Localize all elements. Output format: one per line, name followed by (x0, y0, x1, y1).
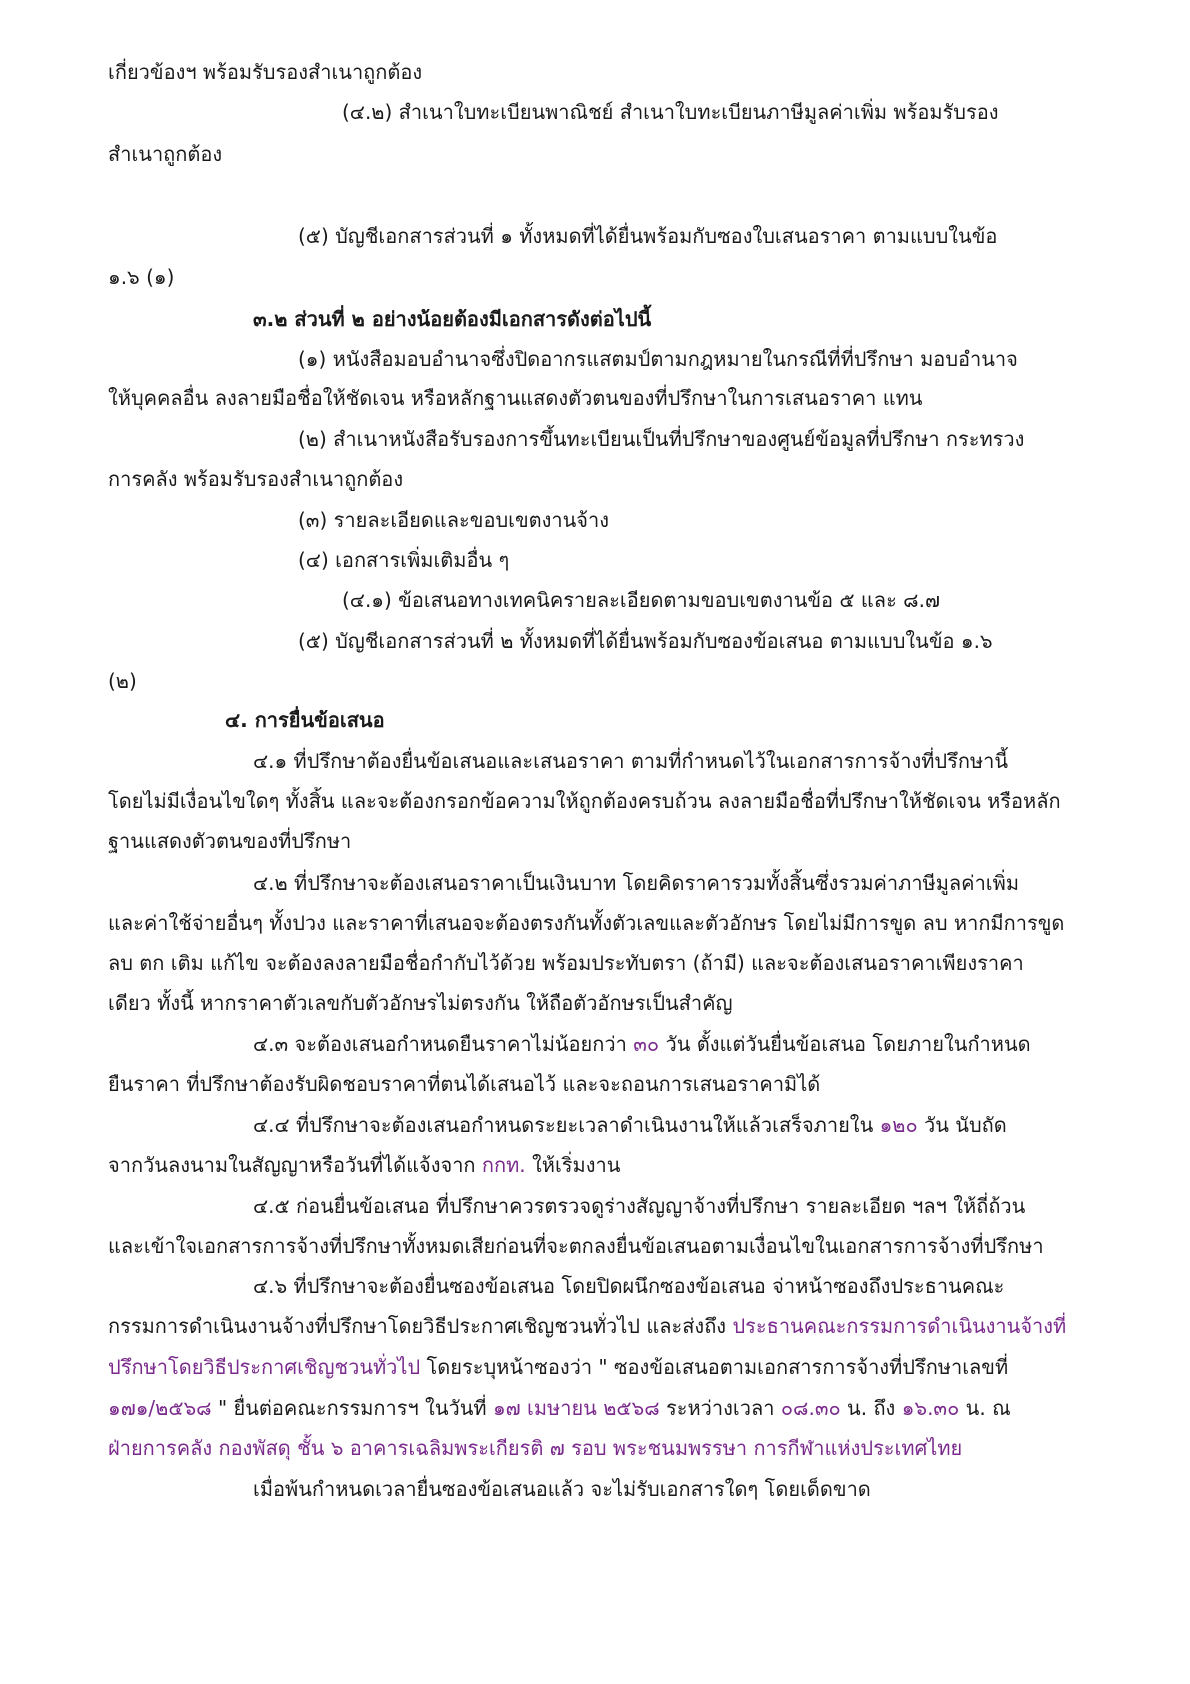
text-line: (๔.๒) สำเนาใบทะเบียนพาณิชย์ สำเนาใบทะเบียนภาษีมูลค่าเพิ่ม พร้อมรับรอง (342, 100, 999, 124)
text-line: (๒) สำเนาหนังสือรับรองการขึ้นทะเบียนเป็นที่ปรึกษาของศูนย์ข้อมูลที่ปรึกษา กระทรวง (298, 427, 1025, 451)
highlight-span: ปรึกษาโดยวิธีประกาศเชิญชวนทั่วไป (108, 1355, 421, 1379)
text-line: (๕) บัญชีเอกสารส่วนที่ ๑ ทั้งหมดที่ได้ยื่นพร้อมกับซองใบเสนอราคา ตามแบบในข้อ (298, 224, 998, 248)
text-line: (๒) (108, 669, 137, 693)
text-line: (๕) บัญชีเอกสารส่วนที่ ๒ ทั้งหมดที่ได้ยื่นพร้อมกับซองข้อเสนอ ตามแบบในข้อ ๑.๖ (298, 629, 993, 653)
text-line: เมื่อพ้นกำหนดเวลายื่นซองข้อเสนอแล้ว จะไม่รับเอกสารใดๆ โดยเด็ดขาด (253, 1477, 871, 1501)
section-heading: ๓.๒ ส่วนที่ ๒ อย่างน้อยต้องมีเอกสารดังต่อไปนี้ (253, 307, 652, 331)
highlight-span: ๑๖.๓๐ (901, 1396, 960, 1420)
highlight-span: ประธานคณะกรรมการดำเนินงานจ้างที่ (732, 1314, 1067, 1338)
text-line: เดียว ทั้งนี้ หากราคาตัวเลขกับตัวอักษรไม่ตรงกัน ให้ถือตัวอักษรเป็นสำคัญ (108, 991, 733, 1015)
highlight-span: ๐๘.๓๐ (780, 1396, 841, 1420)
text-line: ๔.๒ ที่ปรึกษาจะต้องเสนอราคาเป็นเงินบาท โดยคิดราคารวมทั้งสิ้นซึ่งรวมค่าภาษีมูลค่าเพิ่ม (253, 871, 1019, 895)
text-line: ๔.๖ ที่ปรึกษาจะต้องยื่นซองข้อเสนอ โดยปิดผนึกซองข้อเสนอ จ่าหน้าซองถึงประธานคณะ (253, 1274, 1005, 1298)
text-line: (๑) หนังสือมอบอำนาจซึ่งปิดอากรแสตมป์ตามกฎหมายในกรณีที่ที่ปรึกษา มอบอำนาจ (298, 347, 1018, 371)
text-line: (๔.๑) ข้อเสนอทางเทคนิครายละเอียดตามขอบเขตงานข้อ ๕ และ ๘.๗ (342, 588, 940, 612)
text-line: ยืนราคา ที่ปรึกษาต้องรับผิดชอบราคาที่ตนได้เสนอไว้ และจะถอนการเสนอราคามิได้ (108, 1072, 821, 1096)
text-span: " ยื่นต่อคณะกรรมการฯ ในวันที่ (211, 1396, 493, 1420)
text-line: ลบ ตก เติม แก้ไข จะต้องลงลายมือชื่อกำกับไว้ด้วย พร้อมประทับตรา (ถ้ามี) และจะต้องเสนอราคาเพียงราคา (108, 951, 1024, 975)
section-heading: ๔. การยื่นข้อเสนอ (225, 708, 385, 732)
text-line: ฐานแสดงตัวตนของที่ปรึกษา (108, 829, 352, 853)
highlight-span: ๑๗๑/๒๕๖๘ (108, 1396, 212, 1420)
text-line: การคลัง พร้อมรับรองสำเนาถูกต้อง (108, 467, 404, 491)
text-span: วัน นับถัด (917, 1113, 1007, 1137)
highlight-span: ๓๐ (633, 1032, 660, 1056)
text-line: เกี่ยวข้องฯ พร้อมรับรองสำเนาถูกต้อง (108, 60, 423, 84)
text-line: ให้บุคคลอื่น ลงลายมือชื่อให้ชัดเจน หรือหลักฐานแสดงตัวตนของที่ปรึกษาในการเสนอราคา แทน (108, 386, 923, 410)
text-line: ฝ่ายการคลัง กองพัสดุ ชั้น ๖ อาคารเฉลิมพระเกียรติ ๗ รอบ พระชนมพรรษา การกีฬาแห่งประเทศไทย (108, 1436, 963, 1460)
text-span: น. ณ (959, 1396, 1011, 1420)
text-span: ๔.๓ จะต้องเสนอกำหนดยืนราคาไม่น้อยกว่า (253, 1032, 634, 1056)
text-span: ให้เริ่มงาน (525, 1153, 621, 1177)
highlight-span: ๑๗ เมษายน ๒๕๖๘ (492, 1396, 660, 1420)
text-span: ระหว่างเวลา (659, 1396, 781, 1420)
text-span: กรรมการดำเนินงานจ้างที่ปรึกษาโดยวิธีประกาศเชิญชวนทั่วไป และส่งถึง (108, 1314, 733, 1338)
text-line: สำเนาถูกต้อง (108, 142, 223, 166)
text-line: (๔) เอกสารเพิ่มเติมอื่น ๆ (298, 548, 510, 572)
text-line: ๔.๑ ที่ปรึกษาต้องยื่นข้อเสนอและเสนอราคา ตามที่กำหนดไว้ในเอกสารการจ้างที่ปรึกษานี้ (253, 749, 1009, 773)
text-span: โดยระบุหน้าซองว่า " ซองข้อเสนอตามเอกสารการจ้างที่ปรึกษาเลขที่ (420, 1355, 1009, 1379)
text-span: ๔.๔ ที่ปรึกษาจะต้องเสนอกำหนดระยะเวลาดำเนินงานให้แล้วเสร็จภายใน (253, 1113, 880, 1137)
text-line (108, 1152, 620, 1178)
highlight-span: ๑๒๐ (879, 1113, 918, 1137)
text-line: ๔.๕ ก่อนยื่นข้อเสนอ ที่ปรึกษาควรตรวจดูร่างสัญญาจ้างที่ปรึกษา รายละเอียด ฯลฯ ให้ถี่ถ้วน (253, 1194, 1026, 1218)
text-line: ๑.๖ (๑) (108, 265, 175, 289)
highlight-span: กกท. (481, 1153, 526, 1177)
text-line (253, 1031, 1031, 1057)
text-line (108, 1313, 1066, 1339)
text-line: โดยไม่มีเงื่อนไขใดๆ ทั้งสิ้น และจะต้องกรอกข้อความให้ถูกต้องครบถ้วน ลงลายมือชื่อที่ปรึกษาให้ชัดเจน หรือหลัก (108, 789, 1061, 813)
text-line: (๓) รายละเอียดและขอบเขตงานจ้าง (298, 508, 610, 532)
text-span: น. ถึง (840, 1396, 902, 1420)
text-line (108, 1354, 1008, 1380)
text-line (253, 1112, 1007, 1138)
text-line: และเข้าใจเอกสารการจ้างที่ปรึกษาทั้งหมดเสียก่อนที่จะตกลงยื่นข้อเสนอตามเงื่อนไขในเอกสารการจ้างที่ปรึกษา (108, 1234, 1044, 1258)
text-span: จากวันลงนามในสัญญาหรือวันที่ได้แจ้งจาก (108, 1153, 482, 1177)
text-line: และค่าใช้จ่ายอื่นๆ ทั้งปวง และราคาที่เสนอจะต้องตรงกันทั้งตัวเลขและตัวอักษร โดยไม่มีการขูด ลบ หากมีการขูด (108, 911, 1065, 935)
text-line (108, 1395, 1011, 1421)
text-span: วัน ตั้งแต่วันยื่นข้อเสนอ โดยภายในกำหนด (659, 1032, 1031, 1056)
